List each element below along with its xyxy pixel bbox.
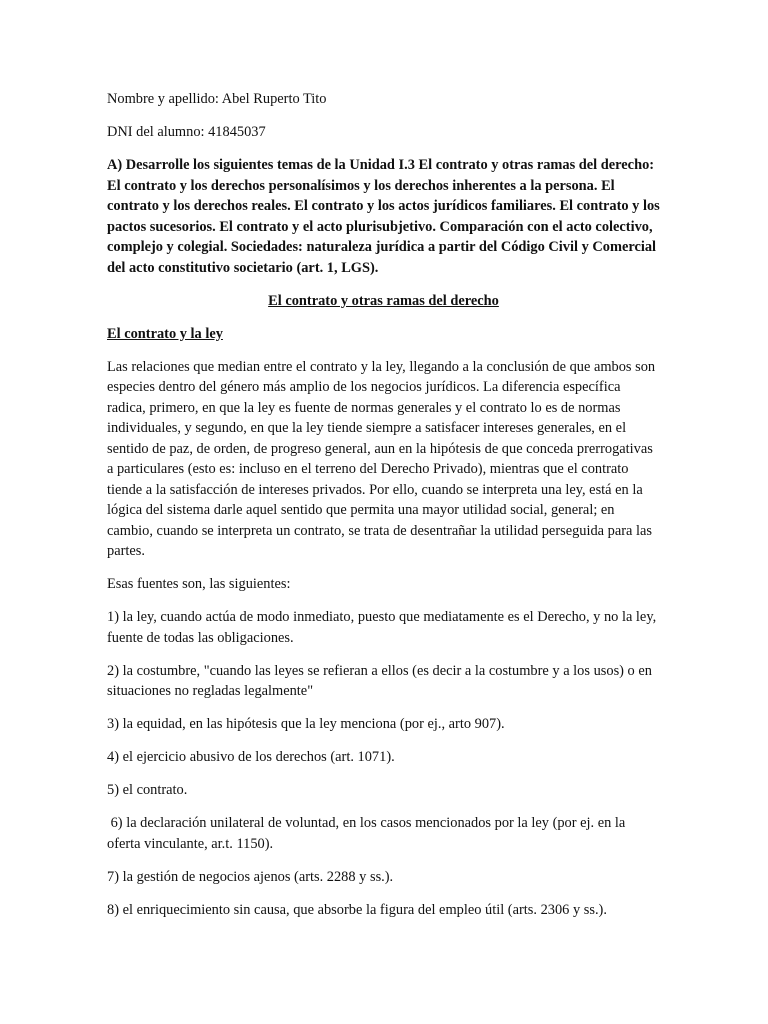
intro-paragraph: Las relaciones que median entre el contrato y la ley, llegando a la conclusión de que ambos son especies dentro del género más amplio de los negocios jurídicos. La diferencia específica radica, primero, en que la ley es fuente de normas generales y el contrato lo es de normas individuales, y segundo, en que la ley tiende siempre a satisfacer intereses generales, en el sentido de paz, de orden, de progreso general, aun en la hipótesis de que conceda prerrogativas a particulares (esto es: incluso en el terreno del Derecho Privado), mientras que el contrato tiende a la satisfacción de intereses privados. Por ello, cuando se interpreta una ley, está en la lógica del sistema darle aquel sentido que permita una mayor utilidad social, general; en cambio, cuando se interpreta un contrato, se trata de desentrañar la utilidad perseguida para las partes. [107,358,656,559]
document-page [107,89,660,933]
source-item-5: 5) el contrato. [107,782,188,798]
section-subtitle-text: El contrato y la ley [107,325,223,342]
student-name: Nombre y apellido: Abel Ruperto Tito [107,91,327,107]
sources-intro: Esas fuentes son, las siguientes: [107,576,291,592]
source-item-1: 1) la ley, cuando actúa de modo inmediato, puesto que mediatamente es el Derecho, y no la ley, fuente de todas las obligaciones. [107,609,657,646]
source-item-6: 6) la declaración unilateral de voluntad, en los casos mencionados por la ley (por ej. en la oferta vinculante, ar.t. 1150). [107,815,629,852]
source-item-8: 8) el enriquecimiento sin causa, que absorbe la figura del empleo útil (arts. 2306 y ss.). [107,901,607,918]
source-item-7: 7) la gestión de negocios ajenos (arts. 2288 y ss.). [107,868,394,885]
source-item-3: 3) la equidad, en las hipótesis que la ley menciona (por ej., arto 907). [107,716,505,732]
source-item-4: 4) el ejercicio abusivo de los derechos (art. 1071). [107,749,395,765]
section-title [107,291,660,312]
source-item-2: 2) la costumbre, "cuando las leyes se refieran a ellos (es decir a la costumbre y a los usos) o en situaciones no regladas legalmente" [107,662,652,699]
section-subtitle [107,324,660,345]
assignment-prompt: A) Desarrolle los siguientes temas de la Unidad I.3 El contrato y otras ramas del derecho: El contrato y los derechos personalísimos y los derechos inherentes a la persona. El contrato y los derechos reales. El contrato y los actos jurídicos familiares. El contrato y los pactos sucesorios. El contrato y el acto plurisubjetivo. Comparación con el acto colectivo, complejo y colegial. Sociedades: naturaleza jurídica a partir del Código Civil y Comercial del acto constitutivo societario (art. 1, LGS). [107,157,660,276]
student-dni: DNI del alumno: 41845037 [107,124,266,140]
section-title-text: El contrato y otras ramas del derecho [268,292,499,309]
